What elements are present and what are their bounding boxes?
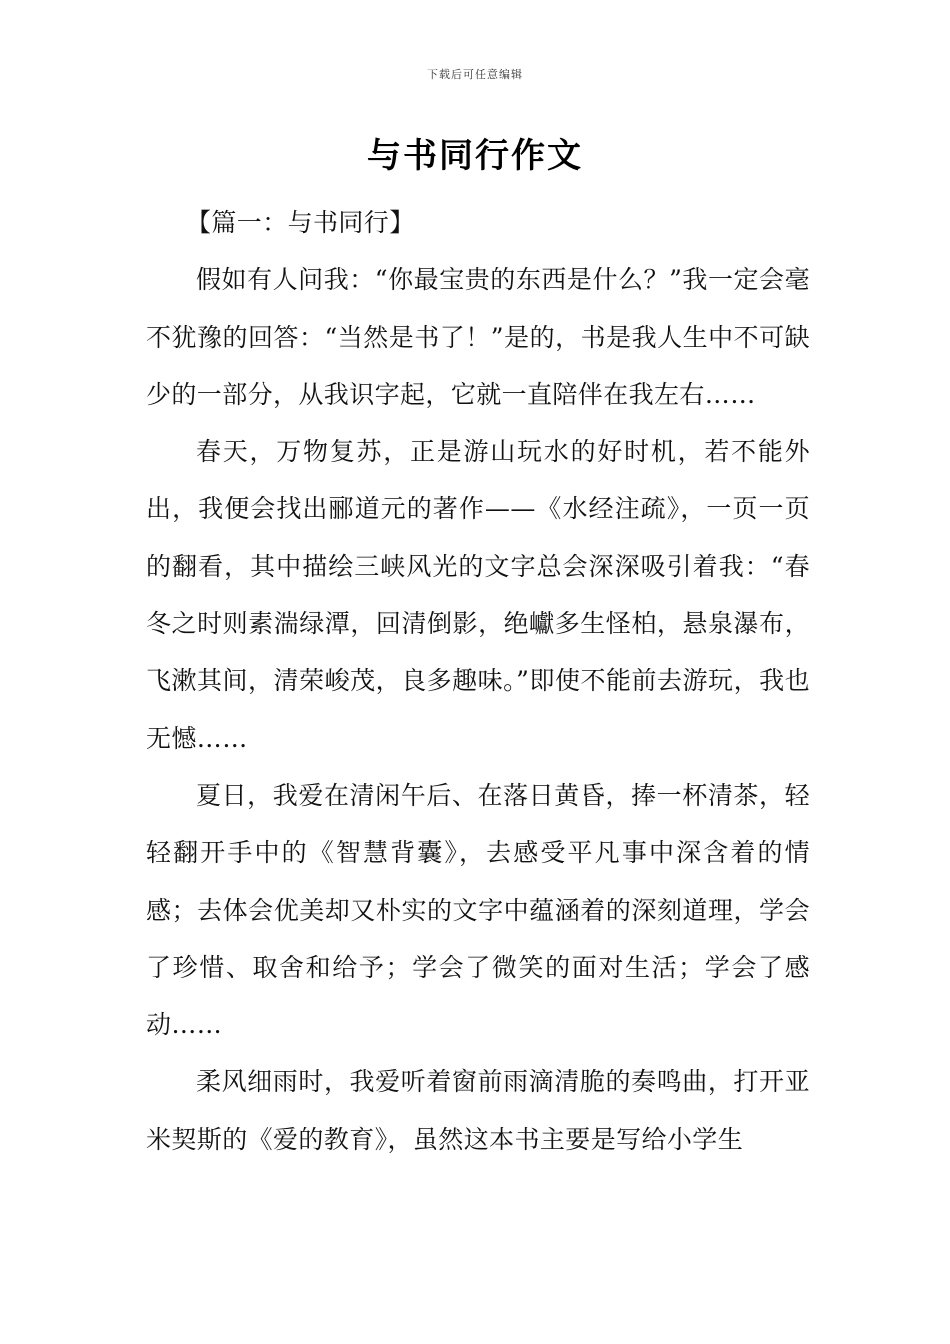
page-title: 与书同行作文	[367, 136, 583, 176]
paragraph: 柔风细雨时，我爱听着窗前雨滴清脆的奏鸣曲，打开亚米契斯的《爱的教育》，虽然这本书主要是写给小学生	[146, 1067, 810, 1154]
header-note: 下载后可任意编辑	[427, 68, 523, 81]
document-body	[146, 194, 810, 1168]
paragraph: 假如有人问我：“你最宝贵的东西是什么？”我一定会毫不犹豫的回答：“当然是书了！”是的，书是我人生中不可缺少的一部分，从我识字起，它就一直陪伴在我左右……	[146, 265, 810, 409]
section-heading: 【篇一：与书同行】	[186, 208, 415, 237]
paragraph: 春天，万物复苏，正是游山玩水的好时机，若不能外出，我便会找出郦道元的著作——《水经注疏》，一页一页的翻看，其中描绘三峡风光的文字总会深深吸引着我：“春冬之时则素湍绿潭，回清倒影，绝巘多生怪柏，悬泉瀑布，飞漱其间，清荣峻茂，良多趣味。”即使不能前去游玩，我也无憾……	[146, 437, 810, 753]
paragraph: 夏日，我爱在清闲午后、在落日黄昏，捧一杯清茶，轻轻翻开手中的《智慧背囊》，去感受平凡事中深含着的情感；去体会优美却又朴实的文字中蕴涵着的深刻道理，学会了珍惜、取舍和给予；学会了微笑的面对生活；学会了感动……	[146, 780, 810, 1040]
